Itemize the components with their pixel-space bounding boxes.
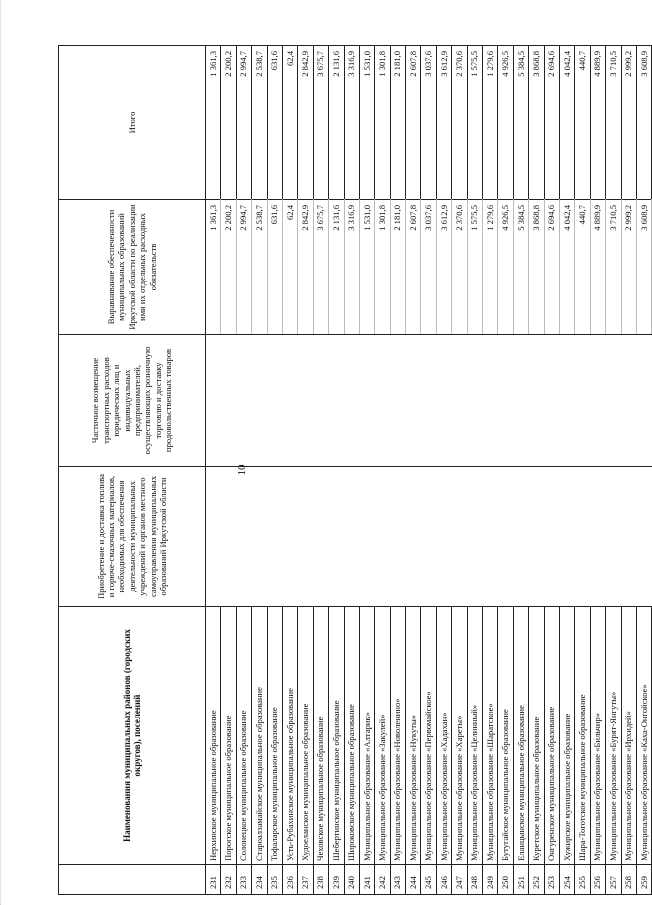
header-transport-compensation: Частичное возмещение транспортных расходов юридических лиц и индивидуальных предпринимателей, осуществляющих розничную торговлю и доставку продовольственных товаров (59, 335, 206, 467)
page-edge (0, 0, 5, 905)
fuel-delivery-value (282, 467, 297, 607)
municipality-name: Муниципальное образование «Каха-Онгойское» (636, 607, 651, 865)
table-row (267, 46, 282, 895)
equalization-value: 2 999,2 (621, 200, 636, 335)
total-value: 3 710,5 (606, 46, 621, 200)
municipality-name: Тофаларское муниципальное образование (267, 607, 282, 865)
municipality-name: Муниципальное образование «Алтарик» (359, 607, 374, 865)
municipality-name: Муниципальное образование «Бильчир» (590, 607, 605, 865)
row-number: 252 (529, 865, 544, 895)
equalization-value: 2 994,7 (236, 200, 251, 335)
table-row (529, 46, 544, 895)
total-value: 2 200,2 (221, 46, 236, 200)
total-value: 62,4 (282, 46, 297, 200)
transport-compensation-value (282, 335, 297, 467)
equalization-value: 3 675,7 (313, 200, 328, 335)
equalization-value: 3 316,9 (344, 200, 359, 335)
municipality-name: Еланцынское муниципальное образование (513, 607, 528, 865)
municipality-name: Хужирское муниципальное образование (559, 607, 574, 865)
municipality-name: Чеховское муниципальное образование (313, 607, 328, 865)
equalization-value: 3 868,8 (529, 200, 544, 335)
municipality-name: Муниципальное образование «Хадахан» (436, 607, 451, 865)
row-number: 251 (513, 865, 528, 895)
fuel-delivery-value (621, 467, 636, 607)
table-row (313, 46, 328, 895)
table-row (467, 46, 482, 895)
table-row (452, 46, 467, 895)
equalization-value: 4 926,5 (498, 200, 513, 335)
header-equalization: Выравнивание обеспеченности муниципальных образований Иркутской области по реализации ими их отдельных расходных обязательств (59, 200, 206, 335)
fuel-delivery-value (236, 467, 251, 607)
subsidy-table (58, 45, 652, 895)
fuel-delivery-value (267, 467, 282, 607)
total-value: 2 181,0 (390, 46, 405, 200)
total-value: 2 999,2 (621, 46, 636, 200)
equalization-value: 3 037,6 (421, 200, 436, 335)
row-number: 245 (421, 865, 436, 895)
table-row (329, 46, 344, 895)
fuel-delivery-value (359, 467, 374, 607)
equalization-value: 2 842,9 (298, 200, 313, 335)
row-number: 259 (636, 865, 651, 895)
fuel-delivery-value (559, 467, 574, 607)
total-value: 5 384,5 (513, 46, 528, 200)
fuel-delivery-value (406, 467, 421, 607)
transport-compensation-value (606, 335, 621, 467)
header-municipality-name: Наименования муниципальных районов (городских округов), поселений (59, 607, 206, 865)
table-row (559, 46, 574, 895)
equalization-value: 2 538,7 (252, 200, 267, 335)
total-value: 2 370,6 (452, 46, 467, 200)
fuel-delivery-value (375, 467, 390, 607)
transport-compensation-value (390, 335, 405, 467)
fuel-delivery-value (467, 467, 482, 607)
municipality-name: Широковское муниципальное образование (344, 607, 359, 865)
total-value: 631,6 (267, 46, 282, 200)
equalization-value: 2 370,6 (452, 200, 467, 335)
equalization-value: 2 694,6 (544, 200, 559, 335)
row-number: 247 (452, 865, 467, 895)
header-number (59, 865, 206, 895)
equalization-value: 3 608,9 (636, 200, 651, 335)
transport-compensation-value (313, 335, 328, 467)
total-value: 2 538,7 (252, 46, 267, 200)
total-value: 4 042,4 (559, 46, 574, 200)
row-number: 235 (267, 865, 282, 895)
row-number: 243 (390, 865, 405, 895)
transport-compensation-value (267, 335, 282, 467)
transport-compensation-value (636, 335, 651, 467)
row-number: 258 (621, 865, 636, 895)
municipality-name: Муниципальное образование «Хареты» (452, 607, 467, 865)
header-total: Итого (59, 46, 206, 200)
fuel-delivery-value (498, 467, 513, 607)
equalization-value: 2 607,8 (406, 200, 421, 335)
table-row (282, 46, 297, 895)
municipality-name: Муниципальное образование «Бурят-Янгуты» (606, 607, 621, 865)
equalization-value: 4 042,4 (559, 200, 574, 335)
fuel-delivery-value (483, 467, 498, 607)
total-value: 3 037,6 (421, 46, 436, 200)
municipality-name: Муниципальное образование «Ирхидей» (621, 607, 636, 865)
transport-compensation-value (206, 335, 221, 467)
table-row (206, 46, 221, 895)
equalization-value: 2 181,0 (390, 200, 405, 335)
fuel-delivery-value (452, 467, 467, 607)
row-number: 231 (206, 865, 221, 895)
transport-compensation-value (452, 335, 467, 467)
rotated-table-container (58, 46, 649, 895)
total-value: 1 361,3 (206, 46, 221, 200)
row-number: 255 (575, 865, 590, 895)
equalization-value: 1 575,5 (467, 200, 482, 335)
municipality-name: Муниципальное образование «Целинный» (467, 607, 482, 865)
total-value: 2 994,7 (236, 46, 251, 200)
municipality-name: Шара-Тоготское муниципальное образование (575, 607, 590, 865)
equalization-value: 3 612,9 (436, 200, 451, 335)
equalization-value: 4 889,9 (590, 200, 605, 335)
equalization-value: 2 200,2 (221, 200, 236, 335)
total-value: 2 694,6 (544, 46, 559, 200)
equalization-value: 631,6 (267, 200, 282, 335)
table-body (206, 46, 652, 895)
row-number: 234 (252, 865, 267, 895)
transport-compensation-value (344, 335, 359, 467)
table-row (544, 46, 559, 895)
table-row (636, 46, 651, 895)
table-row (236, 46, 251, 895)
transport-compensation-value (375, 335, 390, 467)
table-row (375, 46, 390, 895)
equalization-value: 62,4 (282, 200, 297, 335)
table-header-row (59, 46, 206, 895)
row-number: 236 (282, 865, 297, 895)
municipality-name: Муниципальное образование «Шаратское» (483, 607, 498, 865)
total-value: 2 131,6 (329, 46, 344, 200)
transport-compensation-value (590, 335, 605, 467)
total-value: 4 926,5 (498, 46, 513, 200)
transport-compensation-value (359, 335, 374, 467)
transport-compensation-value (421, 335, 436, 467)
row-number: 232 (221, 865, 236, 895)
municipality-name: Куретское муниципальное образование (529, 607, 544, 865)
transport-compensation-value (236, 335, 251, 467)
fuel-delivery-value (636, 467, 651, 607)
municipality-name: Нерхинское муниципальное образование (206, 607, 221, 865)
total-value: 3 316,9 (344, 46, 359, 200)
total-value: 2 607,8 (406, 46, 421, 200)
total-value: 3 868,8 (529, 46, 544, 200)
fuel-delivery-value (252, 467, 267, 607)
transport-compensation-value (559, 335, 574, 467)
fuel-delivery-value (329, 467, 344, 607)
equalization-value: 1 301,8 (375, 200, 390, 335)
equalization-value: 3 710,5 (606, 200, 621, 335)
transport-compensation-value (436, 335, 451, 467)
row-number: 249 (483, 865, 498, 895)
transport-compensation-value (621, 335, 636, 467)
municipality-name: Онгуренское муниципальное образование (544, 607, 559, 865)
total-value: 1 279,6 (483, 46, 498, 200)
transport-compensation-value (329, 335, 344, 467)
municipality-name: Муниципальное образование «Первомайское» (421, 607, 436, 865)
transport-compensation-value (544, 335, 559, 467)
table-row (498, 46, 513, 895)
transport-compensation-value (498, 335, 513, 467)
row-number: 256 (590, 865, 605, 895)
table-row (390, 46, 405, 895)
table-row (252, 46, 267, 895)
total-value: 4 889,9 (590, 46, 605, 200)
equalization-value: 1 531,0 (359, 200, 374, 335)
municipality-name: Шебертинское муниципальное образование (329, 607, 344, 865)
table-row (483, 46, 498, 895)
table-row (590, 46, 605, 895)
fuel-delivery-value (436, 467, 451, 607)
table-row (606, 46, 621, 895)
transport-compensation-value (575, 335, 590, 467)
table-row (406, 46, 421, 895)
equalization-value: 1 279,6 (483, 200, 498, 335)
transport-compensation-value (252, 335, 267, 467)
table-row (621, 46, 636, 895)
row-number: 238 (313, 865, 328, 895)
row-number: 250 (498, 865, 513, 895)
row-number: 237 (298, 865, 313, 895)
transport-compensation-value (513, 335, 528, 467)
fuel-delivery-value (298, 467, 313, 607)
table-row (513, 46, 528, 895)
transport-compensation-value (221, 335, 236, 467)
fuel-delivery-value (529, 467, 544, 607)
total-value: 2 842,9 (298, 46, 313, 200)
fuel-delivery-value (606, 467, 621, 607)
fuel-delivery-value (390, 467, 405, 607)
table-row (221, 46, 236, 895)
transport-compensation-value (483, 335, 498, 467)
transport-compensation-value (467, 335, 482, 467)
total-value: 1 531,0 (359, 46, 374, 200)
transport-compensation-value (406, 335, 421, 467)
table-row (359, 46, 374, 895)
total-value: 3 608,9 (636, 46, 651, 200)
municipality-name: Муниципальное образование «Закулей» (375, 607, 390, 865)
total-value: 3 675,7 (313, 46, 328, 200)
fuel-delivery-value (590, 467, 605, 607)
row-number: 254 (559, 865, 574, 895)
total-value: 1 301,8 (375, 46, 390, 200)
municipality-name: Бутугайское муниципальное образование (498, 607, 513, 865)
fuel-delivery-value (513, 467, 528, 607)
row-number: 240 (344, 865, 359, 895)
equalization-value: 1 361,3 (206, 200, 221, 335)
table-row (298, 46, 313, 895)
municipality-name: Худоеланское муниципальное образование (298, 607, 313, 865)
municipality-name: Муниципальное образование «Новоленино» (390, 607, 405, 865)
row-number: 244 (406, 865, 421, 895)
row-number: 248 (467, 865, 482, 895)
table-row (344, 46, 359, 895)
equalization-value: 2 131,6 (329, 200, 344, 335)
fuel-delivery-value (421, 467, 436, 607)
total-value: 440,7 (575, 46, 590, 200)
transport-compensation-value (529, 335, 544, 467)
municipality-name: Солонецкое муниципальное образование (236, 607, 251, 865)
table-row (436, 46, 451, 895)
row-number: 242 (375, 865, 390, 895)
transport-compensation-value (298, 335, 313, 467)
municipality-name: Муниципальное образование «Нукуты» (406, 607, 421, 865)
row-number: 241 (359, 865, 374, 895)
fuel-delivery-value (221, 467, 236, 607)
municipality-name: Порогское муниципальное образование (221, 607, 236, 865)
total-value: 1 575,5 (467, 46, 482, 200)
row-number: 253 (544, 865, 559, 895)
municipality-name: Усть-Рубахинское муниципальное образование (282, 607, 297, 865)
municipality-name: Староалзамайское муниципальное образование (252, 607, 267, 865)
equalization-value: 5 384,5 (513, 200, 528, 335)
fuel-delivery-value (575, 467, 590, 607)
row-number: 257 (606, 865, 621, 895)
table-row (575, 46, 590, 895)
fuel-delivery-value (344, 467, 359, 607)
table-row (421, 46, 436, 895)
header-fuel-delivery: Приобретение и доставка топлива и горюче-смазочных материалов, необходимых для обеспечения деятельности муниципальных учреждений и органов местного самоуправления муниципальных образований Иркутской области (59, 467, 206, 607)
row-number: 246 (436, 865, 451, 895)
equalization-value: 440,7 (575, 200, 590, 335)
total-value: 3 612,9 (436, 46, 451, 200)
fuel-delivery-value (544, 467, 559, 607)
page-number: 10 (236, 464, 248, 476)
fuel-delivery-value (313, 467, 328, 607)
row-number: 233 (236, 865, 251, 895)
fuel-delivery-value (206, 467, 221, 607)
row-number: 239 (329, 865, 344, 895)
